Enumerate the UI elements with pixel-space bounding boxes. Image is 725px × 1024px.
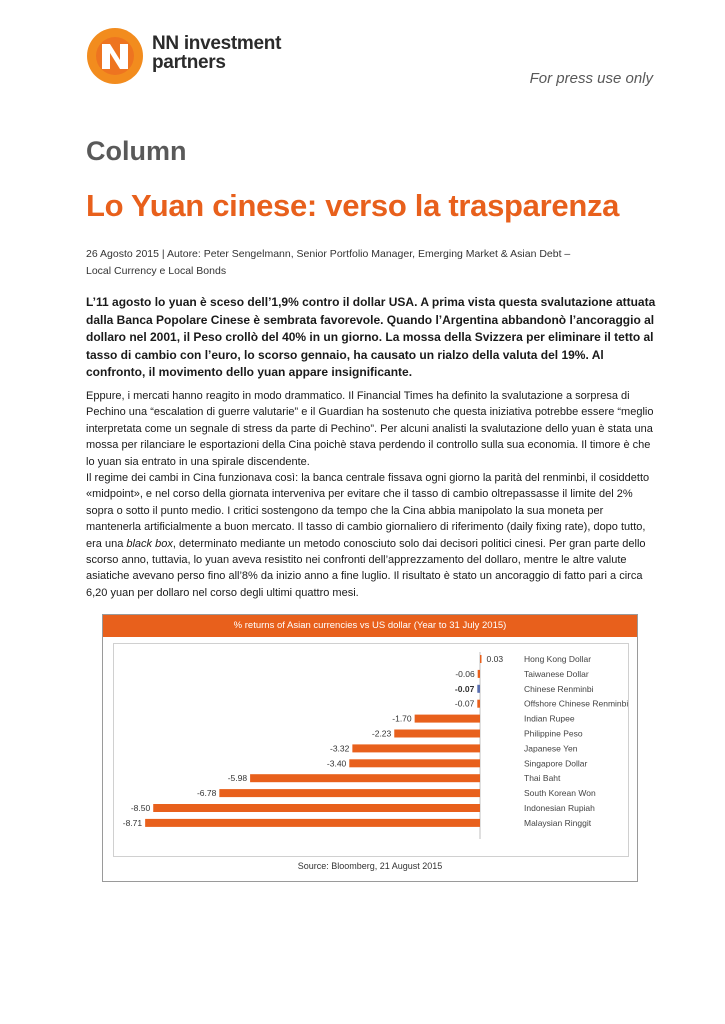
chart-bar <box>250 774 480 782</box>
bar-value-label: -3.32 <box>329 743 350 754</box>
chart-bar <box>219 789 480 797</box>
category-label: Thai Baht <box>524 773 561 784</box>
category-label: Indian Rupee <box>524 713 575 724</box>
para2-part-b: , determinato mediante un metodo conosciuto solo dai decisori politici cinesi. Per gran parte dello scorso anno, tuttavia, lo yuan aveva resistito nei confronti dell’apprezzamento del dollaro, mentre le altre valute asiatiche avevano perso fino all’8% da inizio anno a fine luglio. Il risultato è stato un ancoraggio di fatto pari a circa 6,20 yuan per dollaro nel corso degli ultimi quattro mesi. <box>86 537 646 599</box>
chart-bar <box>352 744 480 752</box>
chart-bar <box>394 730 480 738</box>
category-label: Malaysian Ringgit <box>524 817 592 828</box>
chart-source: Source: Bloomberg, 21 August 2015 <box>297 861 443 871</box>
bar-value-label: -5.98 <box>227 773 248 784</box>
category-label: Taiwanese Dollar <box>524 668 589 679</box>
company-logo <box>86 27 346 87</box>
category-label: Japanese Yen <box>524 743 578 754</box>
bar-value-label: -0.07 <box>454 683 475 694</box>
category-label: Indonesian Rupiah <box>524 803 595 813</box>
bar-value-label: -2.23 <box>371 728 392 739</box>
chart-plot-frame <box>113 643 629 857</box>
article-title: Lo Yuan cinese: verso la trasparenza <box>86 188 620 223</box>
chart-container <box>102 614 638 882</box>
bar-value-label: -8.71 <box>122 817 143 828</box>
chart-bar <box>478 670 480 678</box>
bar-value-label: -3.40 <box>326 758 347 769</box>
bar-value-label: -0.07 <box>454 698 475 709</box>
meta-line1: 26 Agosto 2015 | Autore: Peter Sengelmann, Senior Portfolio Manager, Emerging Market & Asian Debt – <box>86 248 571 260</box>
chart-bar <box>477 685 480 693</box>
bar-value-label: 0.03 <box>486 654 504 664</box>
chart-bar <box>145 819 480 827</box>
category-label: Chinese Renminbi <box>524 683 594 694</box>
category-label: Hong Kong Dollar <box>524 654 592 664</box>
section-label: Column <box>86 136 187 166</box>
category-label: Offshore Chinese Renminbi <box>524 698 628 709</box>
body-paragraph-1: Eppure, i mercati hanno reagito in modo drammatico. Il Financial Times ha definito la svalutazione a sorpresa di Pechino una “escalation di guerre valutarie” e il Guardian ha sostenuto che questa iniziativa potrebbe essere “meglio interpretata come un segnale di stress da parte di Pechino”. Per alcuni analisti la svalutazione dello yuan è stata una mossa per rilanciare le esportazioni della Cina poichè stava perdendo il controllo sulla sua economia. Il timore è che lo yuan sia entrato in una spirale discendente. <box>86 390 654 468</box>
chart-bar <box>349 759 480 767</box>
chart-bar <box>415 715 480 723</box>
logo-line2: partners <box>152 52 226 73</box>
chart-bar <box>153 804 480 812</box>
category-label: South Korean Won <box>524 788 596 799</box>
bar-value-label: -1.70 <box>392 713 412 724</box>
bar-value-label: -6.78 <box>196 788 217 799</box>
logo-line1: NN investment <box>152 33 282 54</box>
press-note: For press use only <box>529 70 653 87</box>
article-meta <box>86 246 646 280</box>
body-paragraph-2 <box>86 470 656 601</box>
nn-logo-icon <box>86 27 144 85</box>
para2-part-a: Il regime dei cambi in Cina funzionava così: la banca centrale fissava ogni giorno la parità del renminbi, il cosiddetto «midpoint», e nel corso della giornata interveniva per evitare che il tasso di cambio oltrepassasse il limite del 2% sopra o sotto il punto medio. I critici sostengono da tempo che la Cina abbia manipolato la sua moneta per mantenerla artificialmente a buon mercato. Il tasso di cambio giornaliero di riferimento (daily fixing rate), dopo tutto, era una <box>86 472 650 550</box>
bar-value-label: -0.06 <box>455 668 475 679</box>
chart-title: % returns of Asian currencies vs US dollar (Year to 31 July 2015) <box>103 615 637 637</box>
category-label: Philippine Peso <box>524 728 583 739</box>
logo-wordmark <box>152 34 281 72</box>
chart-bar <box>480 655 482 663</box>
currency-returns-chart <box>114 644 628 856</box>
lead-paragraph: L’11 agosto lo yuan è sceso dell’1,9% contro il dollar USA. A prima vista questa svalutazione attuata dalla Banca Popolare Cinese è sembrata favorevole. Quando l’Argentina abbandonò l’ancoraggio al dollaro nel 2001, il Peso crollò del 40% in un giorno. La mossa della Svizzera per eliminare il tetto al tasso di cambio con l’euro, lo scorso gennaio, ha causato un rialzo della valuta del 19%. Al confronto, il movimento dello yuan appare insignificante. <box>86 295 656 380</box>
chart-bar <box>477 700 480 708</box>
category-label: Singapore Dollar <box>524 758 588 769</box>
article-body <box>86 388 656 601</box>
meta-line2: Local Currency e Local Bonds <box>86 265 227 277</box>
bar-value-label: -8.50 <box>130 803 151 813</box>
para2-emphasis: black box <box>126 537 173 550</box>
